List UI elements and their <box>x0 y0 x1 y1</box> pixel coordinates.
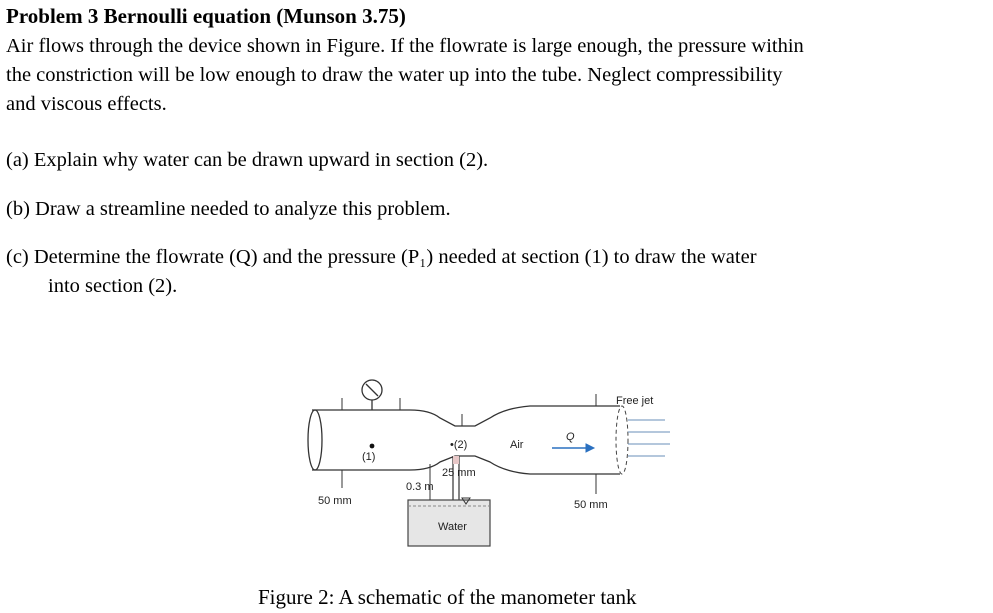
problem-title: Problem 3 Bernoulli equation (Munson 3.75) <box>6 4 406 28</box>
intro-line-1: Air flows through the device shown in Figure. If the flowrate is large enough, the pressure within <box>6 35 804 57</box>
flow-arrow <box>552 444 594 452</box>
figure-label-free-jet: Free jet <box>616 395 654 407</box>
intro-line-3: and viscous effects. <box>6 93 167 115</box>
figure-label-25mm: 25 mm <box>442 467 476 479</box>
part-c-line-2: into section (2). <box>48 275 178 297</box>
figure-label-air: Air <box>510 439 524 451</box>
free-jet-lines <box>628 420 670 456</box>
gauge-icon <box>362 380 382 410</box>
venturi-figure <box>300 370 680 570</box>
figure-label-section1: (1) <box>362 451 376 463</box>
part-a: (a) Explain why water can be drawn upward in section (2). <box>6 149 489 171</box>
figure-label-50mm-left: 50 mm <box>318 495 352 507</box>
figure-label-03m: 0.3 m <box>406 481 434 493</box>
figure-label-50mm-right: 50 mm <box>574 499 608 511</box>
exit-section <box>616 406 628 474</box>
intro-line-2: the constriction will be low enough to draw the water up into the tube. Neglect compressibility <box>6 64 783 86</box>
part-c-line-1: (c) Determine the flowrate (Q) and the pressure (P₁) needed at section (1) to draw the water <box>6 246 757 268</box>
figure-caption: Figure 2: A schematic of the manometer tank <box>258 585 637 609</box>
figure-label-section2: •(2) <box>450 439 468 451</box>
figure-label-water: Water <box>438 521 467 533</box>
figure-label-q: Q <box>566 431 575 443</box>
part-b: (b) Draw a streamline needed to analyze this problem. <box>6 198 451 220</box>
